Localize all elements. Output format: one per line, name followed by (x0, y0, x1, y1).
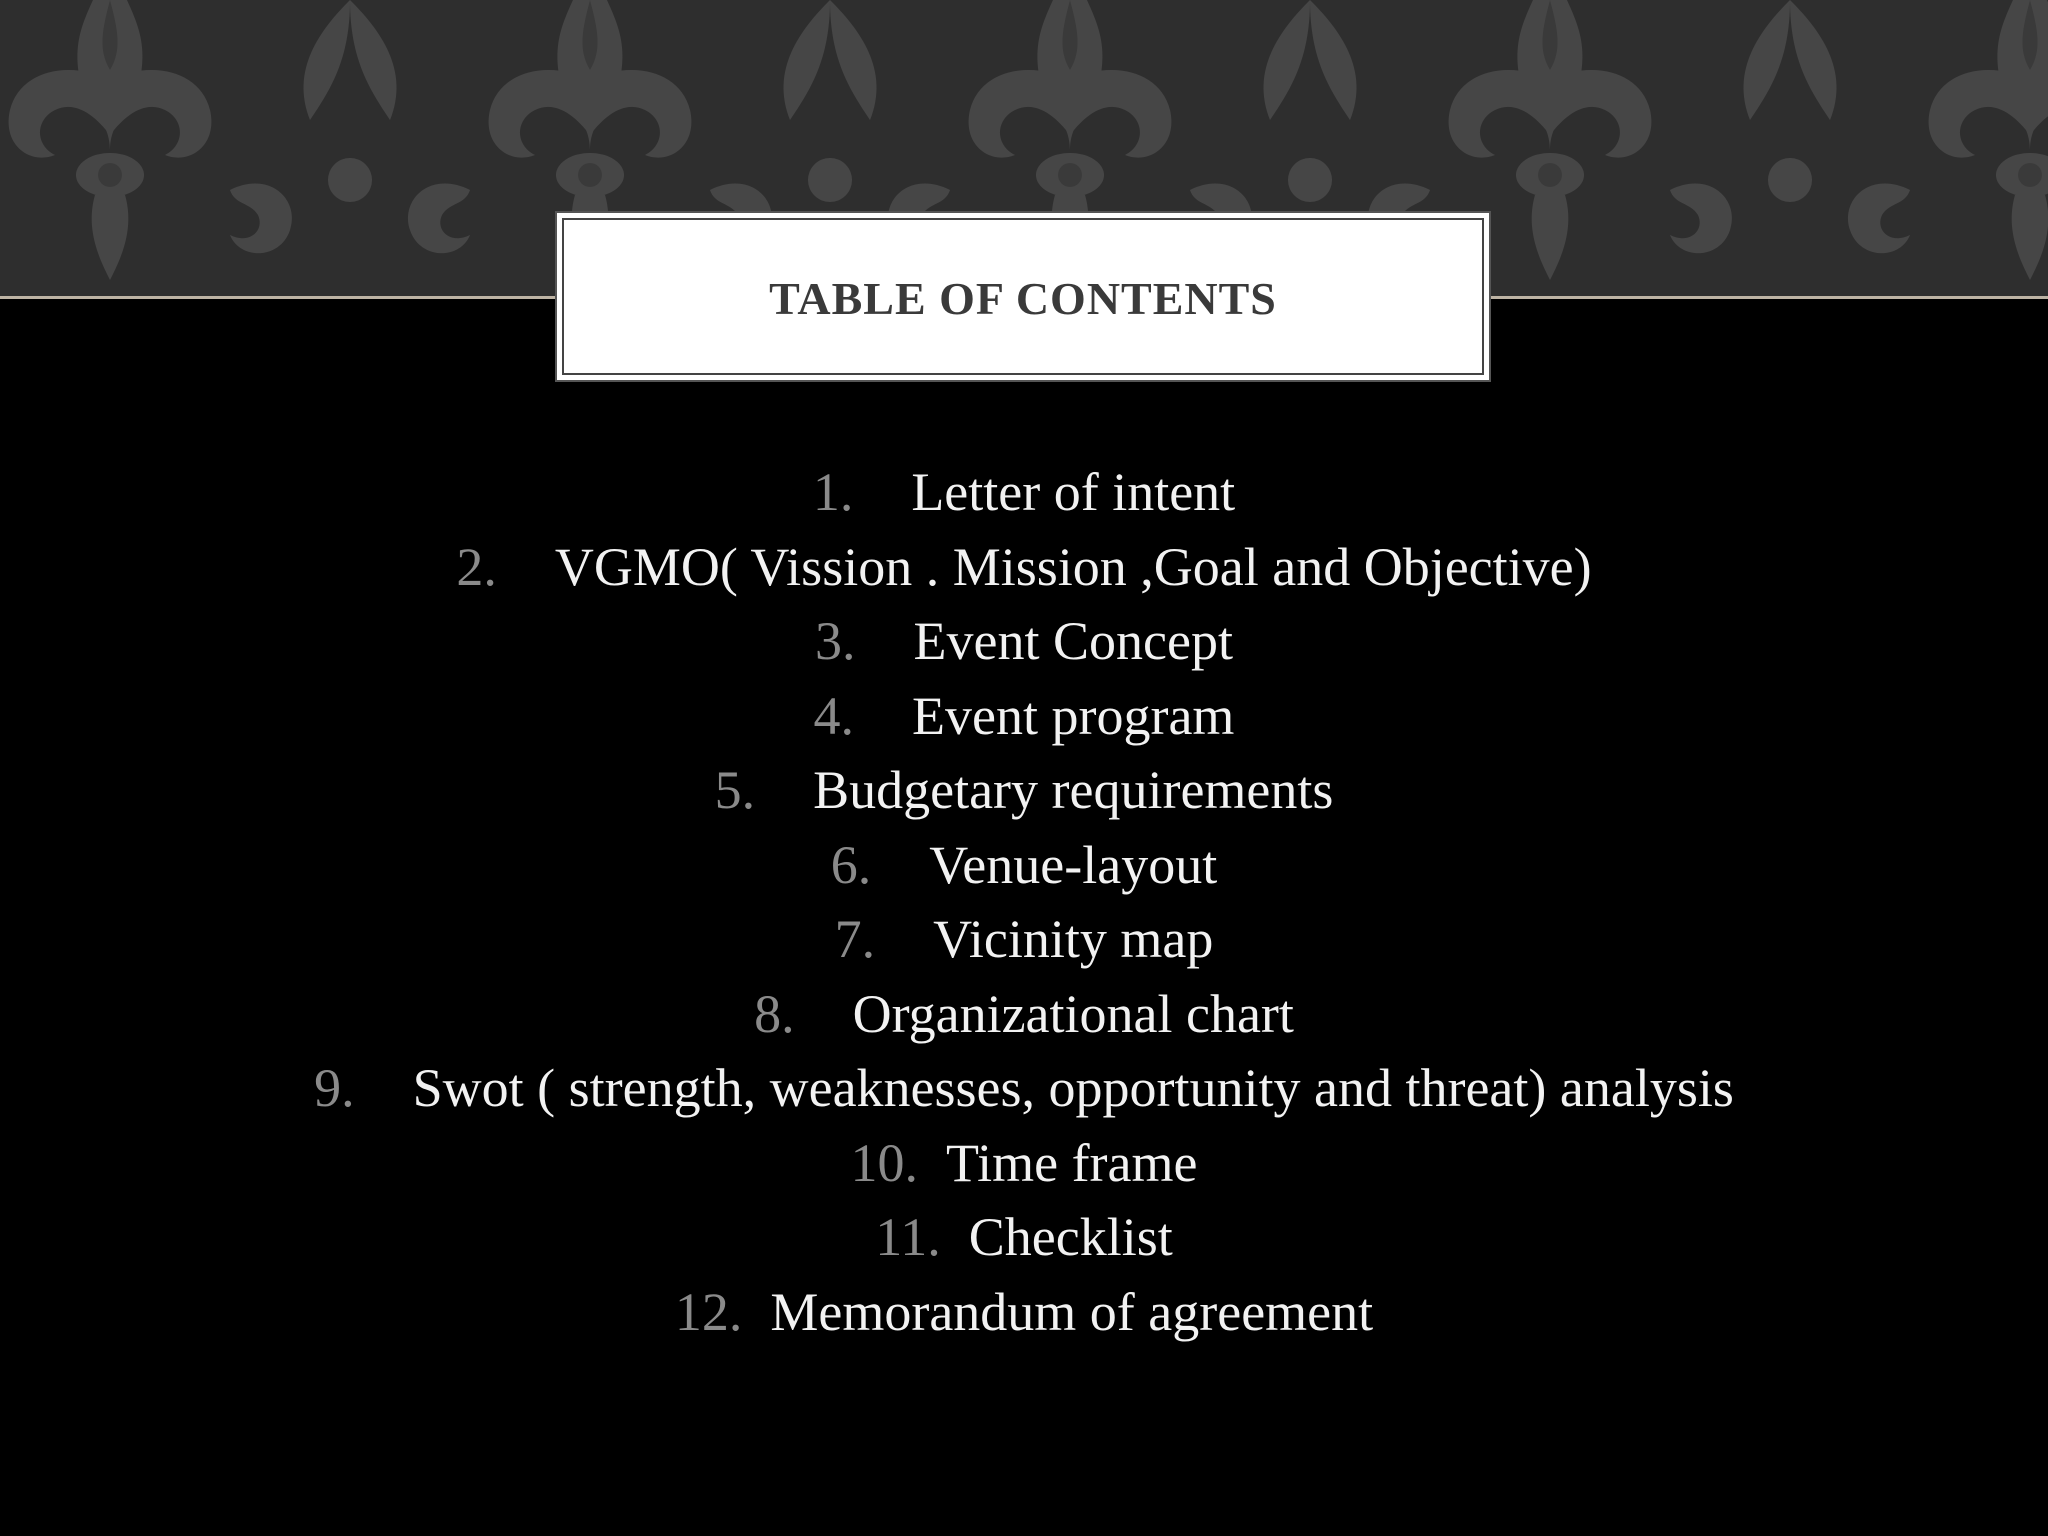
list-item-label: Event program (912, 685, 1235, 746)
list-item-number: 3. (815, 611, 856, 671)
list-item-label: Venue-layout (929, 834, 1218, 895)
list-item-label: Budgetary requirements (813, 760, 1334, 820)
list-item-label: Organizational chart (852, 983, 1294, 1044)
list-item-number: 12. (674, 1281, 743, 1342)
list-item-label: Letter of intent (911, 462, 1236, 522)
list-item-number: 7. (834, 909, 876, 969)
list-item-number: 4. (813, 685, 855, 746)
list-item-number: 6. (830, 834, 872, 895)
list-item (0, 828, 2048, 903)
table-of-contents-list (0, 455, 2048, 1349)
list-item (0, 902, 2048, 977)
list-item (0, 753, 2048, 828)
list-item (0, 1051, 2048, 1126)
title-inner-frame (562, 218, 1484, 375)
list-item (0, 977, 2048, 1052)
list-item-number: 5. (714, 760, 756, 820)
list-item (0, 1275, 2048, 1350)
list-item-label: Memorandum of agreement (770, 1281, 1374, 1342)
list-item (0, 455, 2048, 530)
list-item-label: Swot ( strength, weaknesses, opportunity and threat) analysis (412, 1058, 1734, 1118)
list-item (0, 1200, 2048, 1275)
list-item-label: VGMO( Vission . Mission ,Goal and Objective) (554, 536, 1592, 597)
list-item-number: 11. (875, 1207, 941, 1267)
list-item-number: 10. (850, 1132, 919, 1193)
list-item-number: 9. (314, 1058, 355, 1118)
list-item (0, 604, 2048, 679)
list-item-label: Checklist (968, 1207, 1173, 1267)
list-item-number: 2. (456, 536, 497, 597)
slide-title: TABLE OF CONTENTS (769, 273, 1277, 324)
list-item (0, 679, 2048, 754)
list-item (0, 530, 2048, 605)
list-item-label: Vicinity map (933, 909, 1214, 969)
list-item-number: 8. (754, 983, 795, 1044)
title-box (555, 211, 1491, 382)
list-item-label: Event Concept (913, 611, 1233, 671)
list-item-label: Time frame (946, 1132, 1198, 1193)
list-item-number: 1. (812, 462, 854, 522)
list-item (0, 1126, 2048, 1201)
